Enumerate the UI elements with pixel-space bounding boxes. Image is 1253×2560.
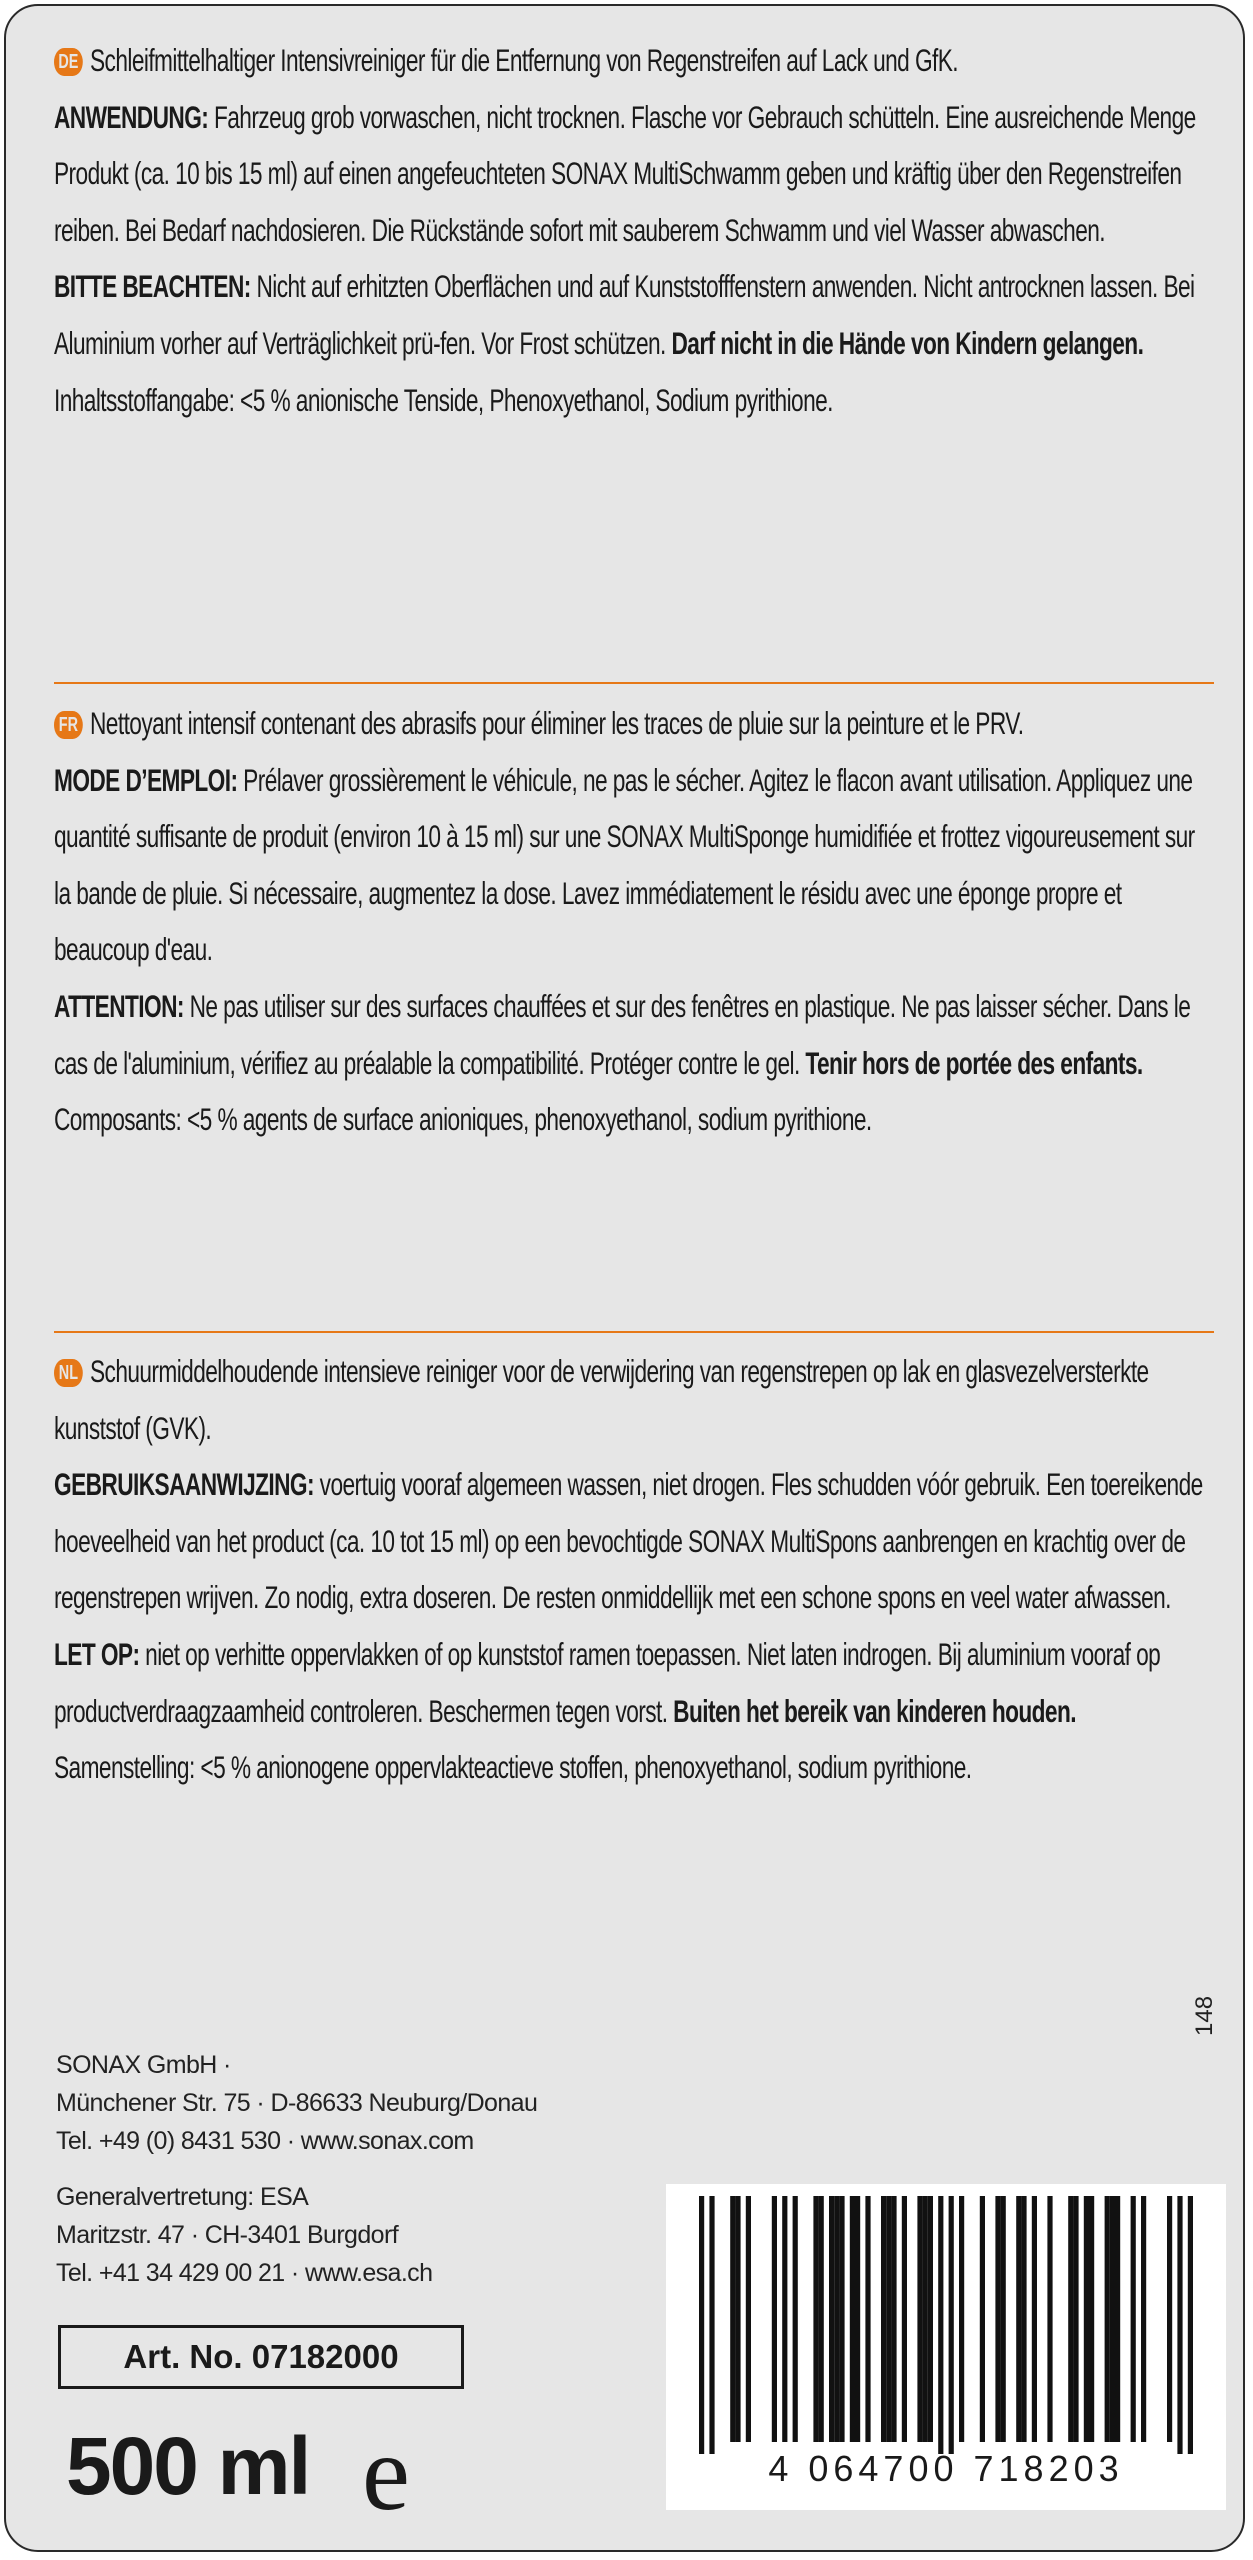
barcode-bar	[730, 2196, 735, 2442]
barcode-bar	[1047, 2196, 1052, 2442]
fr-usage	[54, 752, 1214, 978]
fr-intro-text: Nettoyant intensif contenant des abrasifs pour éliminer les traces de pluie sur la peinture et le PRV.	[90, 705, 1024, 741]
barcode-bar	[850, 2196, 855, 2442]
barcode-bar	[902, 2196, 907, 2442]
barcode-bar	[709, 2196, 714, 2454]
product-label	[4, 4, 1245, 2552]
barcode-bar	[1084, 2196, 1089, 2442]
barcode-bar	[1177, 2196, 1182, 2454]
de-intro-text: Schleifmittelhaltiger Intensivreiniger für die Entfernung von Regenstreifen auf Lack und GfK.	[90, 42, 959, 78]
barcode-bar	[1001, 2196, 1006, 2442]
nl-note	[54, 1626, 1214, 1739]
barcode-bar	[1110, 2196, 1115, 2442]
manufacturer-address	[56, 2046, 656, 2160]
barcode-bar	[1032, 2196, 1037, 2442]
de-ingredients: Inhaltsstoffangabe: <5 % anionische Tenside, Phenoxyethanol, Sodium pyrithione.	[54, 381, 833, 418]
barcode-bar	[1089, 2196, 1094, 2442]
nl-note-heading: LET OP:	[54, 1635, 140, 1672]
barcode	[666, 2184, 1226, 2510]
side-code: 148	[1191, 1995, 1218, 2036]
nl-intro-text: Schuurmiddelhoudende intensieve reiniger voor de verwijdering van regenstrepen op lak en glasvezelversterkte kunststof (GVK).	[54, 1353, 1149, 1446]
barcode-bar	[1188, 2196, 1193, 2454]
barcode-bar	[923, 2196, 928, 2442]
barcode-bar	[949, 2196, 954, 2454]
barcode-bar	[995, 2196, 1000, 2442]
barcode-bar	[735, 2196, 740, 2442]
fr-usage-heading: MODE D’EMPLOI:	[54, 761, 238, 798]
section-fr	[54, 695, 1214, 1148]
barcode-bar	[1068, 2196, 1073, 2442]
barcode-bar	[1073, 2196, 1078, 2442]
divider-fr	[54, 1331, 1214, 1333]
barcode-bar	[746, 2196, 751, 2442]
barcode-bar	[1131, 2196, 1136, 2442]
nl-usage-text: voertuig vooraf algemeen wassen, niet drogen. Fles schudden vóór gebruik. Een toereikende hoeveelheid van het product (ca. 10 tot 15 ml) op een bevochtigde SONAX MultiSpons aanbrengen en krachtig over de regenstrepen wrijven. Zo nodig, extra doseren. De resten onmiddellijk met een schone spons en veel water afwassen.	[54, 1466, 1203, 1616]
barcode-bar	[1021, 2196, 1026, 2442]
barcode-bars-icon	[666, 2184, 1226, 2454]
barcode-bar	[980, 2196, 985, 2442]
barcode-bar	[917, 2196, 922, 2442]
barcode-bar	[834, 2196, 839, 2442]
barcode-bar	[782, 2196, 787, 2442]
barcode-bar	[881, 2196, 886, 2442]
fr-ingredients: Composants: <5 % agents de surface anioniques, phenoxyethanol, sodium pyrithione.	[54, 1101, 872, 1138]
fr-note	[54, 978, 1214, 1091]
de-note-text: Nicht auf erhitzten Oberflächen und auf Kunststofffenstern anwenden. Nicht antrocknen lassen. Bei Aluminium vorher auf Verträglichkeit prü-fen. Vor Frost schützen.	[54, 268, 1195, 361]
volume: 500 ml	[66, 2421, 310, 2512]
barcode-bar	[865, 2196, 870, 2442]
distributor-contact: Tel. +41 34 429 00 21 · www.esa.ch	[56, 2259, 433, 2287]
nl-usage	[54, 1456, 1214, 1626]
fr-intro	[54, 695, 1214, 752]
manufacturer-contact: Tel. +49 (0) 8431 530 · www.sonax.com	[56, 2127, 474, 2155]
de-note-heading: BITTE BEACHTEN:	[54, 268, 251, 305]
barcode-bar	[891, 2196, 896, 2442]
nl-warning: Buiten het bereik van kinderen houden.	[673, 1692, 1076, 1729]
nl-language-badge-icon: NL	[54, 1359, 83, 1387]
manufacturer-street: Münchener Str. 75 · D-86633 Neuburg/Donau	[56, 2089, 538, 2117]
nl-intro	[54, 1343, 1214, 1456]
barcode-bar	[938, 2196, 943, 2454]
de-warning: Darf nicht in die Hände von Kindern gelangen.	[671, 324, 1144, 361]
fr-note-heading: ATTENTION:	[54, 987, 184, 1024]
de-usage-heading: ANWENDUNG:	[54, 98, 209, 135]
barcode-bar	[1016, 2196, 1021, 2442]
barcode-bar	[699, 2196, 704, 2454]
manufacturer-name: SONAX GmbH ·	[56, 2051, 231, 2079]
fr-note-text: Ne pas utiliser sur des surfaces chauffées et sur des fenêtres en plastique. Ne pas laisser sécher. Dans le cas de l'aluminium, vérifiez au préalable la compatibilité. Protéger contre le gel.	[54, 987, 1191, 1081]
de-intro	[54, 32, 1214, 89]
de-usage-text: Fahrzeug grob vorwaschen, nicht trocknen. Flasche vor Gebrauch schütteln. Eine ausreichende Menge Produkt (ca. 10 bis 15 ml) auf einen angefeuchteten SONAX MultiSchwamm geben und kräftig über den Regenstreifen reiben. Bei Bedarf nachdosieren. Die Rückstände sofort mit sauberem Schwamm und viel Wasser abwaschen.	[54, 98, 1196, 248]
barcode-bar	[959, 2196, 964, 2442]
barcode-bar	[855, 2196, 860, 2442]
fr-warning: Tenir hors de portée des enfants.	[805, 1044, 1143, 1081]
barcode-bar	[772, 2196, 777, 2442]
barcode-bar	[829, 2196, 834, 2442]
barcode-number: 4 064700 718203	[768, 2448, 1124, 2489]
article-number: Art. No. 07182000	[58, 2325, 464, 2389]
distributor-name: Generalvertretung: ESA	[56, 2183, 309, 2211]
barcode-bar	[1141, 2196, 1146, 2442]
barcode-bar	[886, 2196, 891, 2442]
nl-usage-heading: GEBRUIKSAANWIJZING:	[54, 1466, 314, 1503]
nl-note-text: niet op verhitte oppervlakken of op kunststof ramen toepassen. Niet laten indrogen. Bij aluminium vooraf op productverdraagzaamheid controleren. Beschermen tegen vorst.	[54, 1635, 1161, 1729]
estimated-sign-icon: e	[362, 2414, 410, 2533]
fr-language-badge-icon: FR	[54, 711, 83, 739]
de-usage	[54, 89, 1214, 259]
barcode-bar	[1115, 2196, 1120, 2442]
barcode-bar	[1105, 2196, 1110, 2442]
barcode-bar	[1167, 2196, 1172, 2442]
barcode-bar	[793, 2196, 798, 2442]
barcode-bar	[839, 2196, 844, 2442]
barcode-bar	[928, 2196, 933, 2442]
barcode-bar	[819, 2196, 824, 2442]
barcode-bar	[813, 2196, 818, 2442]
nl-ingredients: Samenstelling: <5 % anionogene oppervlakteactieve stoffen, phenoxyethanol, sodium pyrithione.	[54, 1749, 972, 1786]
de-language-badge-icon: DE	[54, 48, 83, 76]
distributor-address	[56, 2178, 656, 2292]
section-nl	[54, 1343, 1214, 1796]
fr-usage-text: Prélaver grossièrement le véhicule, ne pas le sécher. Agitez le flacon avant utilisation. Appliquez une quantité suffisante de produit (environ 10 à 15 ml) sur une SONAX MultiSponge humidifiée et frottez vigoureusement sur la bande de pluie. Si nécessaire, augmentez la dose. Lavez immédiatement le résidu avec une éponge propre et beaucoup d'eau.	[54, 761, 1195, 968]
divider-de	[54, 682, 1214, 684]
distributor-street: Maritzstr. 47 · CH-3401 Burgdorf	[56, 2221, 399, 2249]
section-de	[54, 32, 1214, 428]
de-note	[54, 258, 1214, 371]
